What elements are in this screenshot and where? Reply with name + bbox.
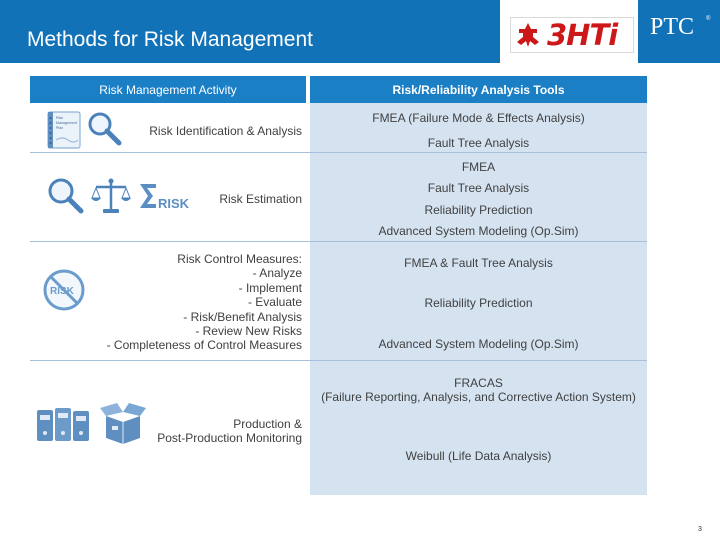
tool-advanced-system-modeling: Advanced System Modeling (Op.Sim) — [378, 337, 579, 351]
tool-reliability-prediction: Reliability Prediction — [424, 203, 533, 217]
sigma-risk-label: RISK — [158, 196, 190, 211]
tool-fault-tree: Fault Tree Analysis — [427, 181, 530, 195]
magnifier-icon — [46, 176, 86, 216]
no-risk-label: RISK — [50, 286, 74, 297]
sigma-risk-icon — [138, 180, 192, 212]
activity-line: Post-Production Monitoring — [157, 431, 302, 446]
binder-label-line: Management — [56, 121, 77, 125]
binder-label-line: Plan — [56, 126, 64, 130]
3hti-logo — [510, 17, 634, 53]
tool-fracas: FRACAS — [454, 376, 503, 390]
activity-line: - Implement — [238, 280, 302, 295]
ptc-registered-mark: ® — [706, 16, 711, 22]
section-divider — [30, 152, 647, 153]
activity-line: - Review New Risks — [195, 324, 302, 339]
tool-weibull: Weibull (Life Data Analysis) — [405, 449, 552, 463]
activity-production-monitoring — [157, 417, 302, 446]
balance-scale-icon — [90, 176, 132, 216]
activity-line: Production & — [233, 417, 302, 431]
header — [0, 0, 720, 63]
ptc-logo: PTC — [650, 14, 695, 40]
no-risk-icon — [42, 268, 86, 312]
activity-line: Risk Control Measures: — [177, 252, 302, 266]
magnifier-icon — [86, 110, 124, 148]
open-box-icon — [100, 402, 146, 444]
tool-fmea-full: FMEA (Failure Mode & Effects Analysis) — [372, 111, 585, 125]
tool-advanced-system-modeling: Advanced System Modeling (Op.Sim) — [378, 224, 579, 238]
section-divider — [30, 360, 647, 361]
activity-line: - Risk/Benefit Analysis — [183, 309, 302, 324]
binder-label-line: Risk — [56, 116, 63, 120]
page-title: Methods for Risk Management — [27, 28, 313, 51]
page-number: 3 — [698, 526, 702, 533]
section-divider — [30, 241, 647, 242]
tool-fmea: FMEA — [461, 160, 496, 174]
file-folders-icon — [36, 406, 92, 442]
tool-fracas-description: (Failure Reporting, Analysis, and Corrective Action System) — [321, 390, 636, 404]
activity-column-header: Risk Management Activity — [30, 76, 306, 103]
activity-risk-control-measures — [107, 252, 302, 353]
activity-line: - Analyze — [252, 266, 302, 281]
risk-management-plan-binder-icon — [44, 110, 84, 150]
logo-area — [500, 0, 720, 63]
activity-line: - Evaluate — [247, 295, 302, 310]
3hti-emblem-icon — [513, 20, 543, 50]
activity-line: - Completeness of Control Measures — [106, 338, 302, 353]
tool-fmea-fault-tree: FMEA & Fault Tree Analysis — [404, 256, 553, 270]
tool-reliability-prediction: Reliability Prediction — [424, 296, 533, 310]
activity-risk-estimation: Risk Estimation — [219, 192, 302, 206]
tool-fault-tree: Fault Tree Analysis — [427, 136, 530, 150]
tools-column-header: Risk/Reliability Analysis Tools — [310, 76, 647, 103]
activity-risk-identification: Risk Identification & Analysis — [149, 124, 302, 138]
title-bar — [0, 0, 500, 63]
3hti-logo-text: 3HTi — [547, 18, 618, 52]
